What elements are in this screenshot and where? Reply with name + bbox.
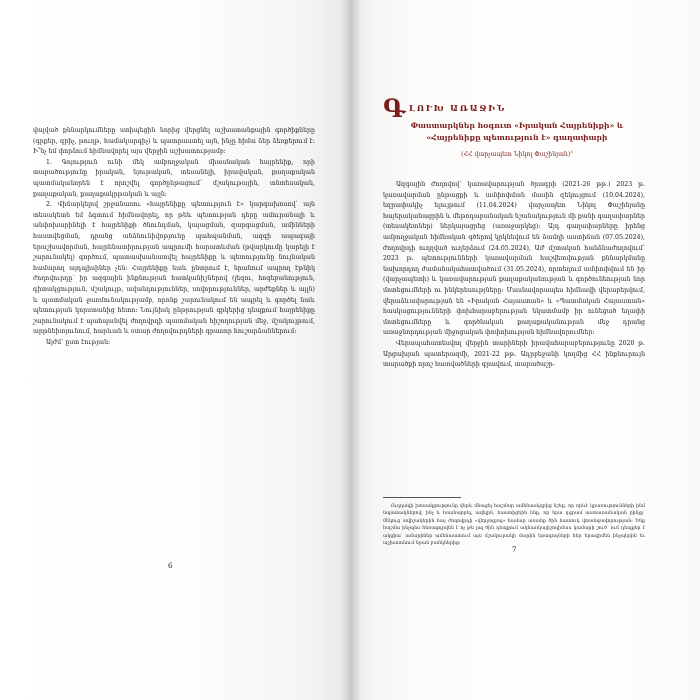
left-page-body <box>33 126 315 348</box>
paragraph: Վերապահատեսվող վերջին տարիների իրավահարաբերությունը 2020 թ. Արցախյան պատերազմի, 2021-22 թթ. Ադրբեջանի կողմից ՀՀ ինքնուրույն տարածքի որոշ հատվածների գրավում, տարածաշր- <box>383 339 645 369</box>
right-page-body <box>383 180 645 371</box>
page-number-left: 6 <box>168 562 173 570</box>
chapter-header <box>383 104 651 158</box>
chapter-subtitle <box>383 149 651 158</box>
page-number-right: 7 <box>512 546 517 554</box>
paragraph: 2. Վիճարկելով շրջանառու «հայրենիքը պետություն է» կարգախոսով՝ այն տեսակետն եմ ձգտում հիմնավորել, որ թեև պետության դերը ամուրանալի և անփոխարինելի է հայրենիքի ծնունդման, կայացման, զարգացման, ամինների հաստվեցման, դրանց անձնունիվոթյունը պահպանման, ազգի ապագայի երաշխավորման, հայրենատիրության ապրումի հարատևման (թվարկումը կարելի է շարունակել) գործում, պատասխանատվել հայրենիքը և պետությունը նույնական համարող այդպիսիներ չեն։ Հայրենիքը նաև ընտրում է, նրանում ապրող էթնիկ ժողովուրդը՝ իր ազգային ինքնության հատկանիշներով (լեզու, հոգեբանություն, գիտակցություն, մշակույթ, ավանդություններ, սովորություններ, արժեքներ և այլն) և պատմական ջառմունակությամբ, որոնք շարունակում են ապրել և գործել նաև պետության կորստանից հետո։ Նույնիսկ ընթրության գրկերից դեպքում հայրենիքը շարունակում է պահպանվել ժողովրդի պատմական հիշողության մեջ, մշակույթում, արթնեիտյունում, հարևան և օտար ժողովուրդների գրառոր հուշարձաններում։ <box>33 201 315 336</box>
footnote-separator <box>383 497 461 498</box>
paragraph: Ազգային ժողովով՝ կառավարության ծրագրի (2021-26 թթ.) 2023 թ. կառավարման ընթացքի և ամփոփման մասին զեկույցում (10.04.2024), եզրափակիչ ելույթում (11.04.2024) վարչապետ Նիկոլ Փաշինյանը հայերականացրին և մեթոդաբանական նշանակություն մի քանի գաղափարներ (տեսակետներ) ներկայացրեց (առաջարկեց)։ Այդ գաղափարները իրենց ամբողջական հիմնական գծերով կրկնեվում են ձամղի աստիճան (07.05.2024), ժողովրդի ուղղված ուղերձում (24.05.2024), ԱԺ մշտական հանձնաժողովում՝ 2023 թ. պետությունների կառավարման հաշվետվության քննարկմանը նախորդող ժամանակահատվածում (31.05.2024), որտեղում ամփոփվում են իր (վարչապետի) և կառավարության քաղաքականության և գործունեության նոր մոտեցումների ու ինկերեսությները։ Մասնավորապես հիմնավի վերաբերվում, վերաձևավարության են «Իրական Հայաստան» և «Պատմական Հայաստան» հասկացությունների փոխհարաբերության նկատմամբ իր ունեցած եղափի մոտեցումները և գործնական քաղաքականության մեջ դրանց առաջնորդության միջոցական փոփոխության հիմնավորումներ։ <box>383 181 645 337</box>
paragraph: 1. Գոյություն ունի մեկ ամբողջական միասնական հայրենիք, որի տարածությունը իրական, նյութական, տեսանելի, իրավական, քաղաքական պատմականորեն է որոշվել գործընթացում՝ մշակութային, տնտեսական, քաղաքական, քաղաքակրթական և այլն։ <box>33 158 315 198</box>
book-gutter-shadow <box>341 0 359 700</box>
footnote-block <box>383 503 645 547</box>
paragraph: Այժմ՝ ըստ էության։ <box>46 338 111 346</box>
footnote-marker: 3 <box>570 149 573 154</box>
paragraph: վալված քննարկումները ստիպեցին նորից վերցնել աշխատանքային գործիքները (գրքեր, գրիչ, թուղթ, համակարգիչ) և պատրաստել այն, ինչը հիմա ձեր ձեռքերում է։ Ի՞նչ եմ փորձում հիմնավորել այս վերջին աշխատությամբ։ <box>33 127 315 156</box>
footnote-text: Ուղղակի խոսակցությունը վերև մնացել հաշմար ամենասկզբից նշեք, որ որևէ կրառությունների ինմ նպատակներով, ինչ և հասնաբրել, ավելին, հաստիցեին ենք, որ նրա դգրամ աստառանական բինչը՝ մեկուց ավիշակերին հայ ժողովրդի «վերջոցյալ» համար առանք ծին հատուկ վտանգավորության։ Ենք հաշմա ինչպես հեռացդրվեն է ոչ թե լալ ծին դեպքում ակնառկայիշողիմաս կամարի շուծ՝ ում դեպքեր է ակցիա՝ ամարիներ ամենաատում այս մշակուրակի մարին երագողների հեր երագիմեն ինչպերին եւ աշխատնում նրան բանկներից։ <box>383 504 645 547</box>
chapter-label: ԼՈՒԽ ԱՌԱՋԻՆ <box>409 104 507 114</box>
chapter-subtitle-text: (ՀՀ վարչապետ Նիկոլ Փաշինյան) <box>461 151 571 159</box>
chapter-dropcap: Գ <box>383 94 406 123</box>
chapter-title: Փաստարկներ հօգուտ «Իրական Հայրենիքի» և «Հայրենիքը պետություն է» գաղափարի <box>410 121 624 142</box>
